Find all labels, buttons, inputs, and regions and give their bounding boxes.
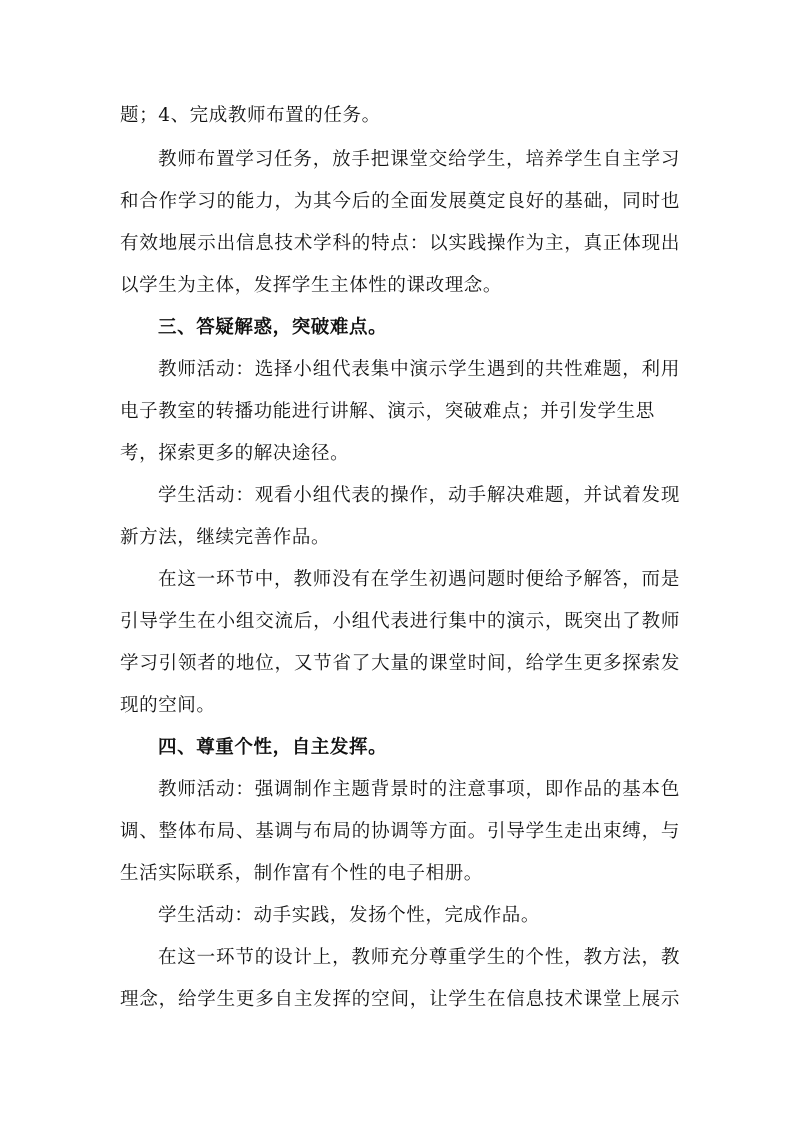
- paragraph-line: 调、整体布局、基调与布局的协调等方面。引导学生走出束缚，与: [120, 821, 680, 842]
- paragraph-line: 生活实际联系，制作富有个性的电子相册。: [120, 863, 483, 884]
- paragraph-line: 教师布置学习任务，放手把课堂交给学生，培养学生自主学习: [158, 149, 680, 170]
- paragraph-line: 在这一环节中，教师没有在学生初遇问题时便给予解答，而是: [158, 569, 680, 590]
- paragraph-line: 现的空间。: [120, 695, 216, 716]
- section-heading: 三、答疑解惑，突破难点。: [158, 317, 388, 338]
- paragraph-line: 学生活动：观看小组代表的操作，动手解决难题，并试着发现: [158, 485, 680, 506]
- paragraph-line: 电子教室的转播功能进行讲解、演示，突破难点；并引发学生思: [120, 401, 655, 422]
- paragraph-line: 教师活动：选择小组代表集中演示学生遇到的共性难题，利用: [158, 359, 680, 380]
- paragraph-line: 学生活动：动手实践，发扬个性，完成作品。: [158, 905, 541, 926]
- paragraph-line: 题；4、完成教师布置的任务。: [120, 105, 381, 126]
- paragraph-line: 学习引领者的地位，又节省了大量的课堂时间，给学生更多探索发: [120, 653, 680, 674]
- section-heading: 四、尊重个性，自主发挥。: [158, 737, 388, 758]
- paragraph-line: 以学生为主体，发挥学生主体性的课改理念。: [120, 275, 503, 296]
- paragraph-line: 在这一环节的设计上，教师充分尊重学生的个性，教方法，教: [158, 947, 680, 968]
- paragraph-line: 教师活动：强调制作主题背景时的注意事项，即作品的基本色: [158, 779, 680, 800]
- paragraph-line: 引导学生在小组交流后，小组代表进行集中的演示，既突出了教师: [120, 611, 680, 632]
- paragraph-line: 新方法，继续完善作品。: [120, 527, 331, 548]
- paragraph-line: 考，探索更多的解决途径。: [120, 443, 350, 464]
- paragraph-line: 理念，给学生更多自主发挥的空间，让学生在信息技术课堂上展示: [120, 989, 680, 1010]
- paragraph-line: 和合作学习的能力，为其今后的全面发展奠定良好的基础，同时也: [120, 191, 680, 212]
- paragraph-line: 有效地展示出信息技术学科的特点：以实践操作为主，真正体现出: [120, 233, 680, 254]
